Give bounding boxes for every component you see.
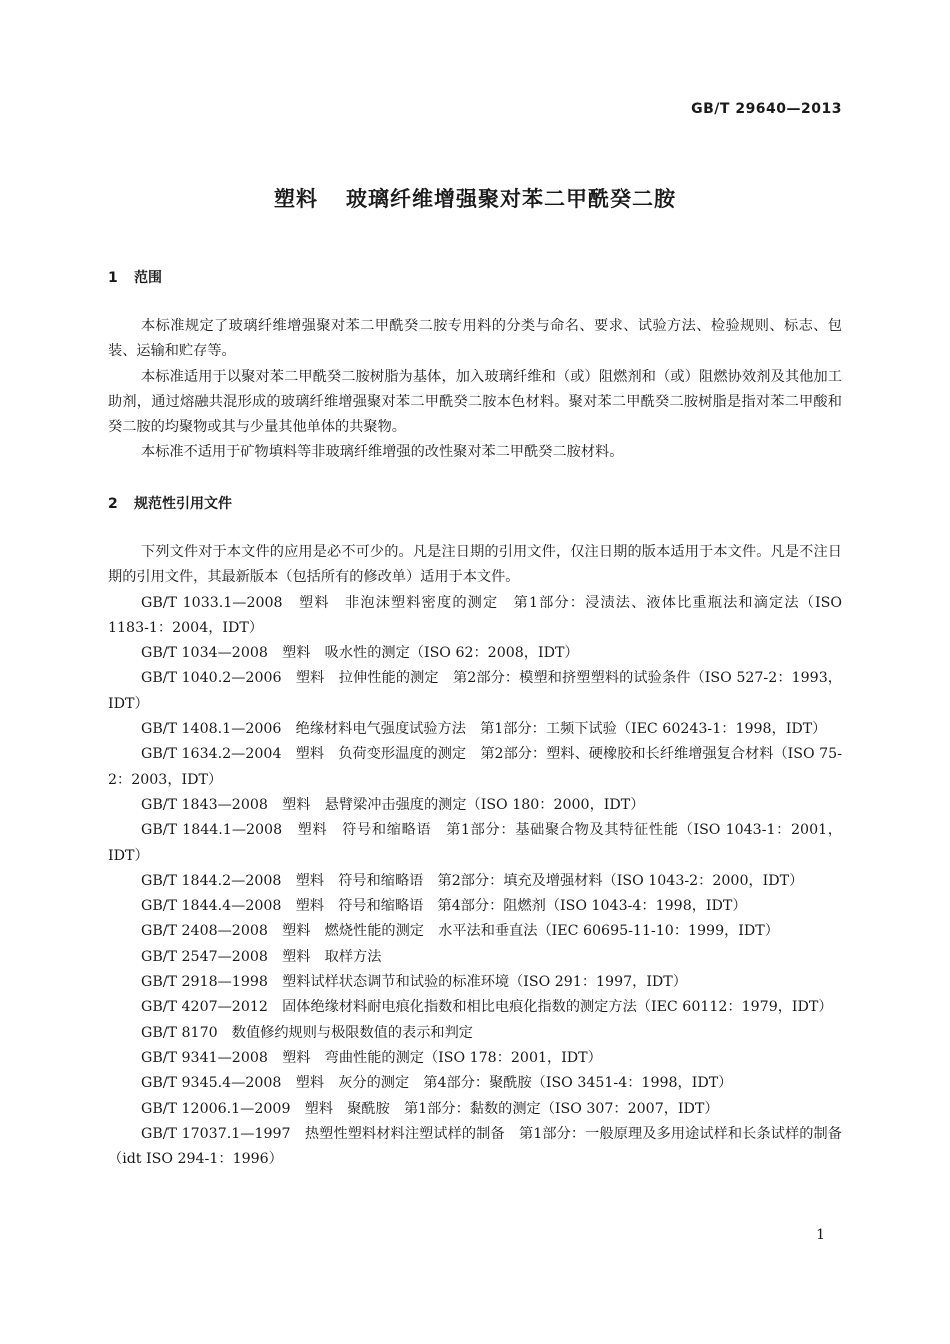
reference-item: GB/T 1034—2008 塑料 吸水性的测定（ISO 62：2008，IDT） <box>141 645 579 662</box>
reference-item: GB/T 1040.2—2006 塑料 拉伸性能的测定 第2部分：模塑和挤塑塑料的试验条件（ISO 527-2：1993，IDT） <box>108 670 842 712</box>
page-number: 1 <box>816 1227 825 1243</box>
reference-item: GB/T 2918—1998 塑料试样状态调节和试验的标准环境（ISO 291：1997，IDT） <box>141 974 687 991</box>
reference-item: GB/T 9341—2008 塑料 弯曲性能的测定（ISO 178：2001，IDT） <box>141 1049 602 1066</box>
reference-item: GB/T 1408.1—2006 绝缘材料电气强度试验方法 第1部分：工频下试验（IEC 60243-1：1998，IDT） <box>141 721 827 738</box>
reference-item: GB/T 2547—2008 塑料 取样方法 <box>141 948 382 965</box>
reference-item: GB/T 1844.1—2008 塑料 符号和缩略语 第1部分：基础聚合物及其特征性能（ISO 1043-1：2001，IDT） <box>108 822 842 864</box>
section-1-heading <box>108 267 162 287</box>
reference-item: GB/T 1033.1—2008 塑料 非泡沫塑料密度的测定 第1部分：浸渍法、液体比重瓶法和滴定法（ISO 1183-1：2004，IDT） <box>108 594 842 636</box>
standard-code: GB/T 29640—2013 <box>691 101 842 117</box>
section-2-number: 2 <box>108 496 118 512</box>
section-2-body <box>108 540 842 1172</box>
reference-item: GB/T 17037.1—1997 热塑性塑料材料注塑试样的制备 第1部分：一般原理及多用途试样和长条试样的制备（idt ISO 294-1：1996） <box>108 1125 842 1168</box>
reference-item: GB/T 4207—2012 固体绝缘材料耐电痕化指数和相比电痕化指数的测定方法（IEC 60112：1979，IDT） <box>141 999 833 1016</box>
title-part-1: 塑料 <box>274 187 318 211</box>
reference-item: GB/T 8170 数值修约规则与极限数值的表示和判定 <box>141 1024 473 1041</box>
section-1-number: 1 <box>108 270 118 286</box>
document-title <box>0 183 950 213</box>
section-1-body <box>108 314 842 466</box>
reference-item: GB/T 1634.2—2004 塑料 负荷变形温度的测定 第2部分：塑料、硬橡胶和长纤维增强复合材料（ISO 75-2：2003，IDT） <box>108 746 842 788</box>
section-2-heading <box>108 493 232 513</box>
reference-item: GB/T 1844.2—2008 塑料 符号和缩略语 第2部分：填充及增强材料（ISO 1043-2：2000，IDT） <box>141 872 804 889</box>
paragraph: 本标准规定了玻璃纤维增强聚对苯二甲酰癸二胺专用料的分类与命名、要求、试验方法、检验规则、标志、包装、运输和贮存等。 <box>108 318 842 360</box>
paragraph: 本标准适用于以聚对苯二甲酰癸二胺树脂为基体，加入玻璃纤维和（或）阻燃剂和（或）阻燃协效剂及其他加工助剂，通过熔融共混形成的玻璃纤维增强聚对苯二甲酰癸二胺本色材料。聚对苯二甲酰癸二胺树脂是指对苯二甲酸和癸二胺的均聚物或其与少量其他单体的共聚物。 <box>108 368 842 436</box>
reference-item: GB/T 1843—2008 塑料 悬臂梁冲击强度的测定（ISO 180：2000，IDT） <box>141 796 645 813</box>
reference-item: GB/T 9345.4—2008 塑料 灰分的测定 第4部分：聚酰胺（ISO 3451-4：1998，IDT） <box>141 1075 733 1092</box>
reference-item: GB/T 12006.1—2009 塑料 聚酰胺 第1部分：黏数的测定（ISO 307：2007，IDT） <box>141 1100 719 1117</box>
title-part-2: 玻璃纤维增强聚对苯二甲酰癸二胺 <box>346 187 676 211</box>
reference-item: GB/T 1844.4—2008 塑料 符号和缩略语 第4部分：阻燃剂（ISO 1043-4：1998，IDT） <box>141 898 747 915</box>
section-1-title: 范围 <box>134 270 162 286</box>
paragraph: 本标准不适用于矿物填料等非玻璃纤维增强的改性聚对苯二甲酰癸二胺材料。 <box>141 444 624 461</box>
reference-item: GB/T 2408—2008 塑料 燃烧性能的测定 水平法和垂直法（IEC 60695-11-10：1999，IDT） <box>141 923 779 940</box>
section-2-title: 规范性引用文件 <box>134 496 232 512</box>
intro-paragraph: 下列文件对于本文件的应用是必不可少的。凡是注日期的引用文件，仅注日期的版本适用于本文件。凡是不注日期的引用文件，其最新版本（包括所有的修改单）适用于本文件。 <box>108 544 842 586</box>
